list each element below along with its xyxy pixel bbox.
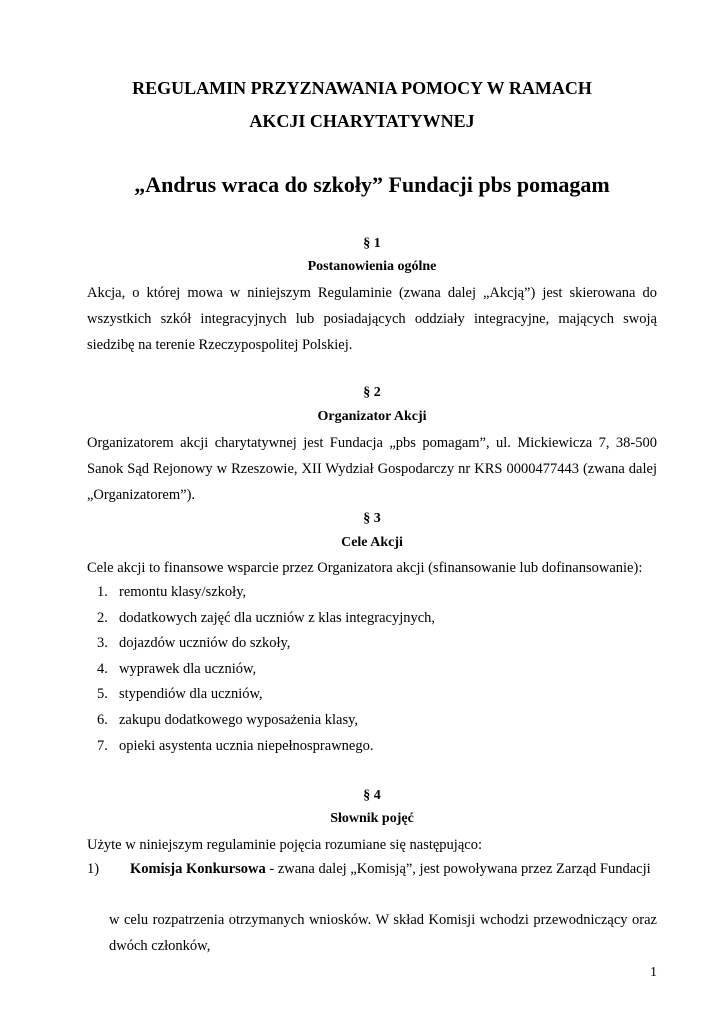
list-item-number: 4. [97,660,108,677]
list-item [97,734,435,760]
list-item [97,657,435,683]
section-1-number: § 1 [363,236,381,251]
definition-number: 1) [87,861,100,877]
definition-continuation: w celu rozpatrzenia otrzymanych wniosków. W skład Komisji wchodzi przewodniczący oraz dwóch członków, [109,912,657,954]
section-2-heading: Organizator Akcji [317,409,427,424]
section-1-heading: Postanowienia ogólne [307,259,437,274]
document-title-line-1: REGULAMIN PRZYZNAWANIA POMOCY W RAMACH [132,78,592,98]
list-item [97,708,435,734]
list-item-text: stypendiów dla uczniów, [119,686,263,703]
list-item [97,580,435,606]
section-3-number: § 3 [363,511,381,526]
section-3-heading: Cele Akcji [341,535,403,550]
list-item [97,606,435,632]
page-number: 1 [650,965,657,980]
list-item-text: remontu klasy/szkoły, [119,584,247,600]
document-title-line-2: AKCJI CHARYTATYWNEJ [249,111,475,131]
list-item-number: 6. [97,711,108,728]
definition-term: Komisja Konkursowa [130,861,266,877]
list-item [97,682,435,708]
list-item-text: wyprawek dla uczniów, [119,660,257,677]
goals-list [97,580,435,759]
section-2-number: § 2 [363,385,381,400]
list-item-text: opieki asystenta ucznia niepełnosprawnego. [119,737,374,754]
list-item-number: 5. [97,686,108,703]
section-1-paragraph: Akcja, o której mowa w niniejszym Regulaminie (zwana dalej „Akcją”) jest skierowana do wszystkich szkół integracyjnych lub posiadających oddziały integracyjne, mających swoją siedzibę na terenie Rzeczypospolitej Polskiej. [87,285,657,353]
list-item-text: zakupu dodatkowego wyposażenia klasy, [119,711,359,728]
section-2-paragraph: Organizatorem akcji charytatywnej jest Fundacja „pbs pomagam”, ul. Mickiewicza 7, 38-500 Sanok Sąd Rejonowy w Rzeszowie, XII Wydział Gospodarczy nr KRS 0000477443 (zwana dalej „Organizatorem”). [87,435,657,503]
section-4-number: § 4 [363,788,381,803]
document-subtitle: „Andrus wraca do szkoły” Fundacji pbs pomagam [134,172,610,197]
list-item-number: 2. [97,609,108,626]
definition-text: - zwana dalej „Komisją”, jest powoływana przez Zarząd Fundacji [265,861,651,877]
section-4-paragraph: Użyte w niniejszym regulaminie pojęcia rozumiane się następująco: [87,837,482,853]
list-item-text: dojazdów uczniów do szkoły, [119,635,291,652]
list-item-number: 3. [97,635,108,652]
section-4-heading: Słownik pojęć [330,811,414,826]
list-item-text: dodatkowych zajęć dla uczniów z klas integracyjnych, [119,609,436,626]
list-item-number: 1. [97,584,108,600]
definition-item [87,857,657,881]
list-item [97,631,435,657]
section-3-paragraph: Cele akcji to finansowe wsparcie przez Organizatora akcji (sfinansowanie lub dofinansowanie): [87,560,643,576]
list-item-number: 7. [97,737,108,754]
